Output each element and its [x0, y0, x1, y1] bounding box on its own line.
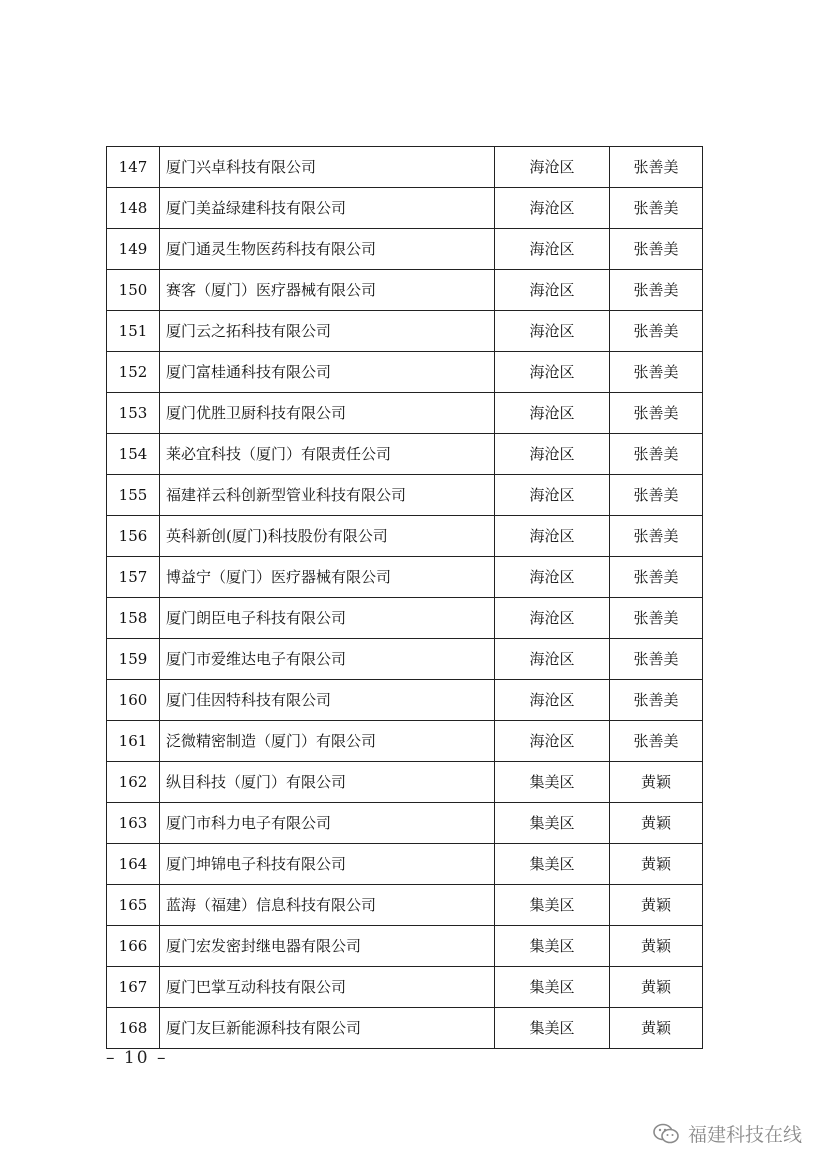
district-cell: 海沧区 — [495, 311, 610, 352]
contact-person-cell: 张善美 — [610, 229, 703, 270]
contact-person-cell: 黄颖 — [610, 1008, 703, 1049]
table-row — [107, 844, 703, 885]
company-table-body — [107, 147, 703, 1049]
row-number-cell: 160 — [107, 680, 160, 721]
company-name-cell: 蓝海（福建）信息科技有限公司 — [160, 885, 495, 926]
district-cell: 海沧区 — [495, 352, 610, 393]
company-name-cell: 厦门兴卓科技有限公司 — [160, 147, 495, 188]
district-cell: 集美区 — [495, 803, 610, 844]
company-name-cell: 厦门朗臣电子科技有限公司 — [160, 598, 495, 639]
row-number-cell: 153 — [107, 393, 160, 434]
district-cell: 海沧区 — [495, 721, 610, 762]
company-name-cell: 赛客（厦门）医疗器械有限公司 — [160, 270, 495, 311]
company-table — [106, 146, 703, 1049]
table-row — [107, 926, 703, 967]
contact-person-cell: 张善美 — [610, 557, 703, 598]
row-number-cell: 166 — [107, 926, 160, 967]
table-row — [107, 434, 703, 475]
table-row — [107, 639, 703, 680]
district-cell: 海沧区 — [495, 147, 610, 188]
table-row — [107, 475, 703, 516]
company-name-cell: 厦门坤锦电子科技有限公司 — [160, 844, 495, 885]
row-number-cell: 164 — [107, 844, 160, 885]
page-number: – 10 – — [106, 1048, 168, 1068]
district-cell: 海沧区 — [495, 393, 610, 434]
contact-person-cell: 黄颖 — [610, 762, 703, 803]
contact-person-cell: 张善美 — [610, 475, 703, 516]
table-row — [107, 762, 703, 803]
contact-person-cell: 黄颖 — [610, 967, 703, 1008]
table-row — [107, 270, 703, 311]
contact-person-cell: 黄颖 — [610, 926, 703, 967]
table-row — [107, 680, 703, 721]
district-cell: 海沧区 — [495, 475, 610, 516]
company-name-cell: 博益宁（厦门）医疗器械有限公司 — [160, 557, 495, 598]
company-name-cell: 厦门美益绿建科技有限公司 — [160, 188, 495, 229]
company-name-cell: 厦门宏发密封继电器有限公司 — [160, 926, 495, 967]
row-number-cell: 158 — [107, 598, 160, 639]
table-row — [107, 721, 703, 762]
table-row — [107, 188, 703, 229]
company-name-cell: 福建祥云科创新型管业科技有限公司 — [160, 475, 495, 516]
row-number-cell: 155 — [107, 475, 160, 516]
row-number-cell: 165 — [107, 885, 160, 926]
company-name-cell: 纵目科技（厦门）有限公司 — [160, 762, 495, 803]
table-row — [107, 885, 703, 926]
watermark — [652, 1120, 802, 1147]
district-cell: 海沧区 — [495, 680, 610, 721]
row-number-cell: 148 — [107, 188, 160, 229]
table-row — [107, 516, 703, 557]
table-row — [107, 147, 703, 188]
row-number-cell: 147 — [107, 147, 160, 188]
district-cell: 海沧区 — [495, 598, 610, 639]
row-number-cell: 149 — [107, 229, 160, 270]
table-row — [107, 311, 703, 352]
contact-person-cell: 黄颖 — [610, 885, 703, 926]
company-name-cell: 厦门友巨新能源科技有限公司 — [160, 1008, 495, 1049]
table-row — [107, 229, 703, 270]
table-row — [107, 393, 703, 434]
contact-person-cell: 张善美 — [610, 352, 703, 393]
contact-person-cell: 张善美 — [610, 311, 703, 352]
district-cell: 海沧区 — [495, 434, 610, 475]
contact-person-cell: 张善美 — [610, 147, 703, 188]
contact-person-cell: 张善美 — [610, 434, 703, 475]
district-cell: 海沧区 — [495, 516, 610, 557]
row-number-cell: 154 — [107, 434, 160, 475]
company-name-cell: 厦门通灵生物医药科技有限公司 — [160, 229, 495, 270]
district-cell: 集美区 — [495, 762, 610, 803]
district-cell: 海沧区 — [495, 557, 610, 598]
row-number-cell: 151 — [107, 311, 160, 352]
row-number-cell: 167 — [107, 967, 160, 1008]
wechat-icon — [652, 1122, 680, 1146]
table-row — [107, 1008, 703, 1049]
watermark-text: 福建科技在线 — [687, 1124, 802, 1146]
company-name-cell: 莱必宜科技（厦门）有限责任公司 — [160, 434, 495, 475]
district-cell: 集美区 — [495, 1008, 610, 1049]
contact-person-cell: 张善美 — [610, 639, 703, 680]
contact-person-cell: 张善美 — [610, 680, 703, 721]
company-name-cell: 厦门佳因特科技有限公司 — [160, 680, 495, 721]
row-number-cell: 168 — [107, 1008, 160, 1049]
row-number-cell: 159 — [107, 639, 160, 680]
company-name-cell: 泛微精密制造（厦门）有限公司 — [160, 721, 495, 762]
table-row — [107, 352, 703, 393]
row-number-cell: 163 — [107, 803, 160, 844]
district-cell: 海沧区 — [495, 188, 610, 229]
company-name-cell: 厦门市爱维达电子有限公司 — [160, 639, 495, 680]
contact-person-cell: 张善美 — [610, 598, 703, 639]
district-cell: 海沧区 — [495, 229, 610, 270]
row-number-cell: 157 — [107, 557, 160, 598]
company-name-cell: 英科新创(厦门)科技股份有限公司 — [160, 516, 495, 557]
row-number-cell: 156 — [107, 516, 160, 557]
row-number-cell: 161 — [107, 721, 160, 762]
district-cell: 海沧区 — [495, 270, 610, 311]
table-row — [107, 967, 703, 1008]
contact-person-cell: 张善美 — [610, 393, 703, 434]
row-number-cell: 152 — [107, 352, 160, 393]
district-cell: 集美区 — [495, 885, 610, 926]
contact-person-cell: 黄颖 — [610, 803, 703, 844]
row-number-cell: 162 — [107, 762, 160, 803]
table-row — [107, 557, 703, 598]
contact-person-cell: 张善美 — [610, 188, 703, 229]
row-number-cell: 150 — [107, 270, 160, 311]
company-name-cell: 厦门市科力电子有限公司 — [160, 803, 495, 844]
district-cell: 集美区 — [495, 926, 610, 967]
company-name-cell: 厦门富桂通科技有限公司 — [160, 352, 495, 393]
contact-person-cell: 张善美 — [610, 516, 703, 557]
table-row — [107, 598, 703, 639]
district-cell: 集美区 — [495, 967, 610, 1008]
contact-person-cell: 黄颖 — [610, 844, 703, 885]
company-name-cell: 厦门云之拓科技有限公司 — [160, 311, 495, 352]
company-name-cell: 厦门优胜卫厨科技有限公司 — [160, 393, 495, 434]
table-row — [107, 803, 703, 844]
company-name-cell: 厦门巴掌互动科技有限公司 — [160, 967, 495, 1008]
contact-person-cell: 张善美 — [610, 270, 703, 311]
district-cell: 海沧区 — [495, 639, 610, 680]
district-cell: 集美区 — [495, 844, 610, 885]
contact-person-cell: 张善美 — [610, 721, 703, 762]
